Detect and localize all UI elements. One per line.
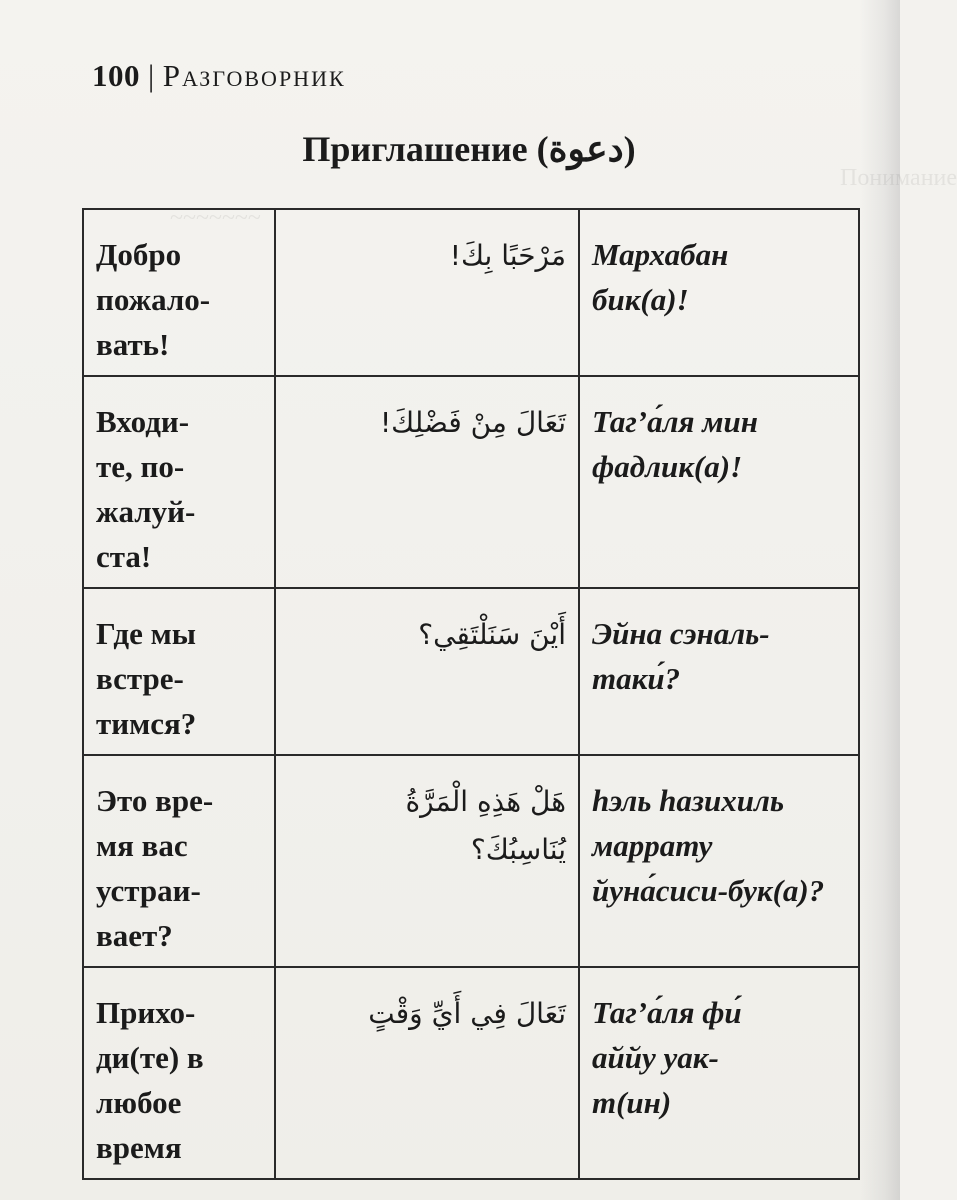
arabic-phrase: تَعَالَ مِنْ فَضْلِكَ! [379, 406, 566, 439]
header-separator: | [148, 58, 155, 93]
arabic-phrase: أَيْنَ سَنَلْتَقِي؟ [418, 618, 566, 651]
russian-phrase: Добро пожало-вать! [96, 237, 211, 362]
arabic-phrase: مَرْحَبًا بِكَ! [449, 239, 566, 272]
transliteration-cell [579, 376, 859, 588]
transliteration-cell [579, 588, 859, 755]
transliteration-cell [579, 755, 859, 967]
transliteration: Мархабан бик(а)! [592, 237, 729, 317]
russian-cell [83, 376, 275, 588]
phrase-row [83, 588, 859, 755]
arabic-cell [275, 755, 579, 967]
arabic-phrase: هَلْ هَذِهِ الْمَرَّةُ يُنَاسِبُكَ؟ [405, 785, 566, 866]
russian-phrase: Это вре-мя вас устраи-вает? [96, 783, 214, 953]
phrase-row [83, 209, 859, 376]
running-header [92, 58, 346, 94]
russian-cell [83, 209, 275, 376]
russian-cell [83, 755, 275, 967]
page-number: 100 [92, 58, 140, 93]
phrase-table [82, 208, 860, 1180]
phrase-row [83, 967, 859, 1179]
russian-cell [83, 588, 275, 755]
running-head-title: Разговорник [162, 58, 346, 93]
bleed-through-text: ~~~~~~~ [170, 205, 261, 231]
transliteration-cell [579, 209, 859, 376]
transliteration: Таг’а́ля мин фадлик(а)! [592, 404, 758, 484]
page-edge-shadow [860, 0, 900, 1200]
russian-phrase: Прихо-ди(те) в любое время [96, 995, 204, 1165]
russian-phrase: Где мы встре-тимся? [96, 616, 197, 741]
arabic-cell [275, 209, 579, 376]
phrase-row [83, 376, 859, 588]
arabic-cell [275, 967, 579, 1179]
arabic-phrase: تَعَالَ فِي أَيِّ وَقْتٍ [368, 997, 566, 1030]
section-title: Приглашение (دعوة) [302, 129, 636, 169]
arabic-cell [275, 376, 579, 588]
phrase-row [83, 755, 859, 967]
transliteration: hэль hазихиль маррату йуна́сиси-бук(а)? [592, 783, 825, 908]
transliteration: Таг’а́ля фи́ аййу уак-т(ин) [592, 995, 742, 1120]
transliteration-cell [579, 967, 859, 1179]
russian-phrase: Входи-те, по-жалуй-ста! [96, 404, 196, 574]
russian-cell [83, 967, 275, 1179]
arabic-cell [275, 588, 579, 755]
transliteration: Эйна сэналь-таки́? [592, 616, 770, 696]
